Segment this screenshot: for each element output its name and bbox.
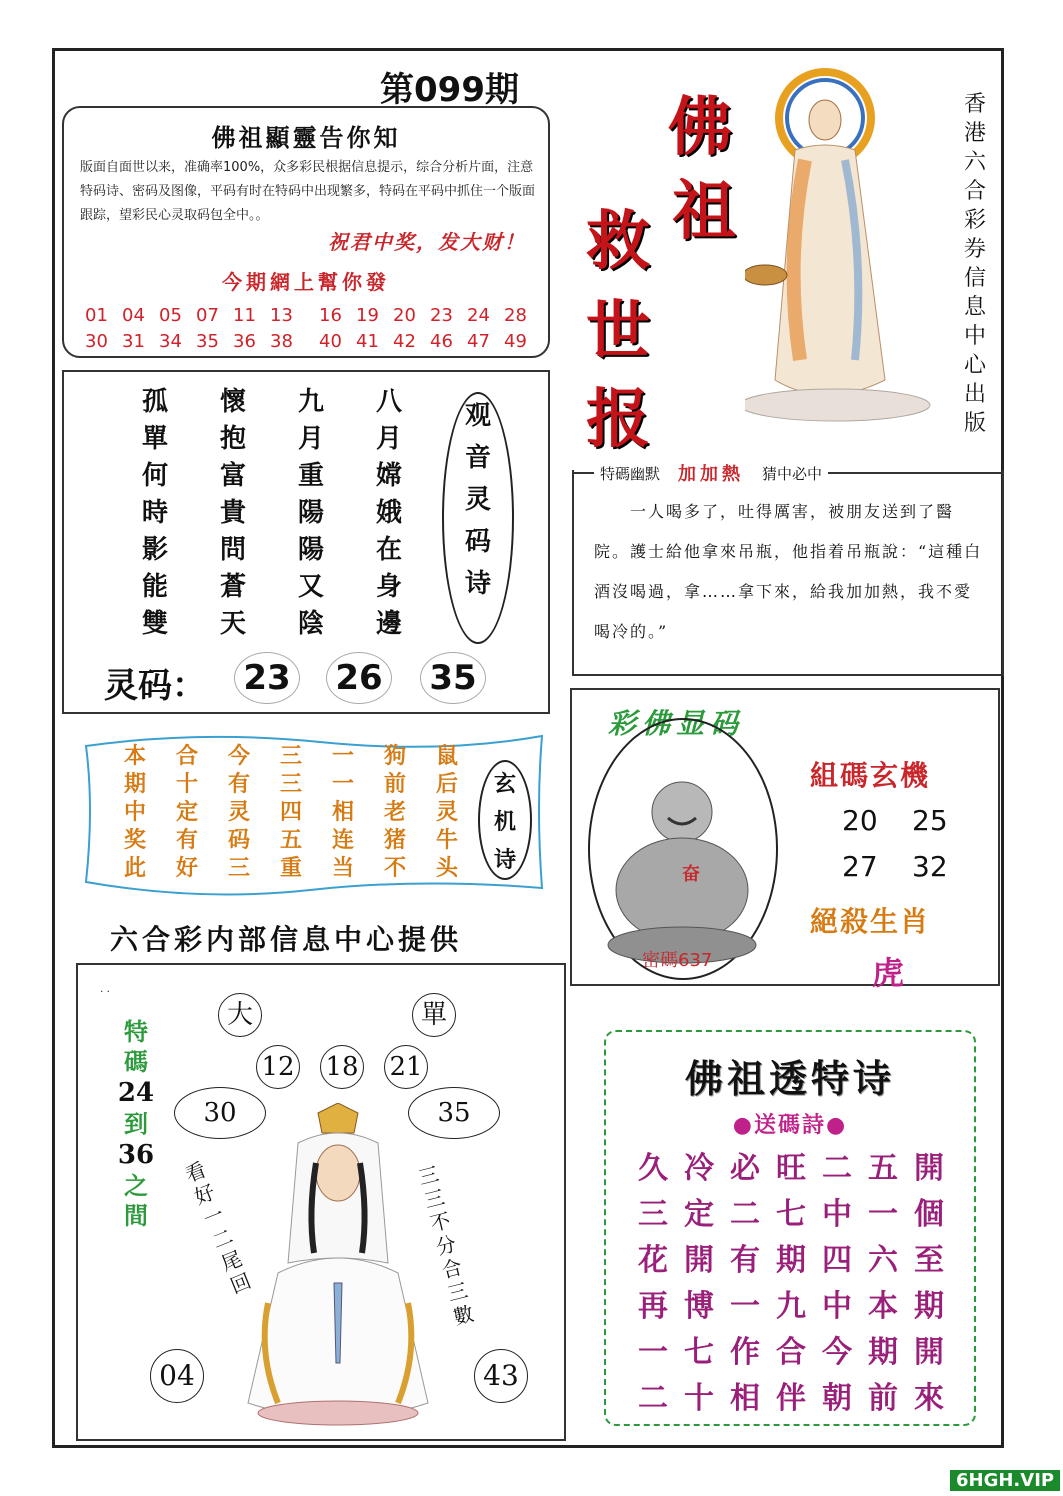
poem2-char: 本 — [868, 1289, 898, 1324]
zuma-number: 25 — [912, 804, 948, 837]
xuanji-char: 定 — [175, 799, 198, 825]
lottery-number: 47 — [467, 331, 490, 352]
poem2-char: 相 — [730, 1381, 760, 1416]
joke-title: 加加熱 — [666, 460, 756, 486]
caption-left: 看好一二尾回 — [181, 1157, 255, 1299]
xuanji-char: 重 — [279, 855, 302, 881]
poem-char: 九 — [297, 387, 324, 417]
poem2-char: 一 — [730, 1289, 760, 1324]
poem-char: 雙 — [141, 609, 168, 639]
poem-char: 單 — [141, 424, 168, 454]
poem2-char: 至 — [914, 1243, 944, 1278]
seated-guanyin-illustration — [238, 1103, 438, 1433]
title-char-5: 报 — [586, 382, 650, 457]
oval-char: 码 — [464, 527, 491, 557]
poem-char: 重 — [297, 461, 324, 491]
xuanji-char: 此 — [123, 855, 146, 881]
poem2-char: 期 — [914, 1289, 944, 1324]
xuanji-column — [328, 742, 358, 882]
poem-char: 邊 — [375, 609, 402, 639]
zuma-number: 32 — [912, 850, 948, 883]
lottery-number: 35 — [196, 331, 219, 352]
lottery-number: 07 — [196, 305, 219, 326]
lottery-number: 19 — [356, 305, 379, 326]
xuanji-char: 好 — [175, 855, 198, 881]
xuanji-char: 三 — [279, 743, 302, 769]
xuanji-column — [224, 742, 254, 882]
special-poem-subtitle: ●送碼詩● — [732, 1112, 848, 1138]
poem-box — [62, 370, 550, 714]
oval-char: 音 — [464, 443, 491, 473]
lottery-number: 05 — [159, 305, 182, 326]
xuanji-char: 相 — [331, 799, 354, 825]
xuanji-char: 一 — [331, 771, 354, 797]
poem2-char: 四 — [822, 1243, 852, 1278]
poem2-char: 再 — [638, 1289, 668, 1324]
poem2-char: 六 — [868, 1243, 898, 1278]
lottery-number: 13 — [270, 305, 293, 326]
xuanji-char: 有 — [227, 771, 250, 797]
oval-char: 观 — [464, 401, 491, 431]
poem2-char: 開 — [914, 1335, 944, 1370]
xuanji-columns — [120, 742, 462, 882]
side-char: 到 — [124, 1109, 148, 1138]
xuanji-char: 前 — [383, 771, 406, 797]
poem2-char: 開 — [914, 1151, 944, 1186]
poem2-char: 開 — [684, 1243, 714, 1278]
xuanji-char: 头 — [435, 855, 458, 881]
poem-char: 抱 — [219, 424, 246, 454]
lottery-number: 41 — [356, 331, 379, 352]
poem-char: 娥 — [375, 498, 402, 528]
buddha-oval — [588, 718, 778, 980]
right-oval-number: 35 — [408, 1087, 500, 1139]
top-number: 21 — [384, 1045, 428, 1089]
laughing-buddha-icon — [590, 720, 776, 978]
poem-char: 八 — [375, 387, 402, 417]
row-gap — [300, 329, 312, 355]
buddha-box — [570, 688, 1000, 992]
title-char-3: 救 — [586, 204, 650, 279]
poem-char: 何 — [141, 461, 168, 491]
poem2-char: 伴 — [776, 1381, 806, 1416]
xuanji-char: 当 — [331, 855, 354, 881]
side-char: 特 — [124, 1017, 148, 1046]
poem2-char: 個 — [914, 1197, 944, 1232]
bottom-left-number: 04 — [150, 1349, 204, 1403]
poem-char: 陰 — [297, 609, 324, 639]
poem-char: 天 — [219, 609, 246, 639]
poem2-char: 中 — [822, 1289, 852, 1324]
lottery-number: 20 — [393, 305, 416, 326]
special-poem-box — [604, 1030, 976, 1426]
da-circle: 大 — [218, 993, 262, 1037]
poem2-char: 合 — [776, 1335, 806, 1370]
zuma-numbers — [842, 798, 982, 890]
poem2-char: 有 — [730, 1243, 760, 1278]
poem2-char: 旺 — [776, 1151, 806, 1186]
number-rows — [78, 303, 540, 355]
xuanji-char: 鼠 — [435, 743, 458, 769]
poem-char: 富 — [219, 461, 246, 491]
side-char: 之 — [124, 1171, 148, 1200]
xuanji-column — [276, 742, 306, 882]
joke-text — [594, 492, 988, 652]
poem-char: 嫦 — [375, 461, 402, 491]
row-gap — [300, 303, 312, 329]
xuanji-char: 本 — [123, 743, 146, 769]
xuanji-char: 三 — [227, 855, 250, 881]
poem2-char: 今 — [822, 1335, 852, 1370]
xuanji-char: 灵 — [435, 799, 458, 825]
dan-circle: 單 — [412, 993, 456, 1037]
poem-char: 陽 — [297, 535, 324, 565]
joke-text-content: 一人喝多了，吐得厲害，被朋友送到了醫院。護士給他拿來吊瓶，他指着吊瓶說：“這種白酒沒喝過，拿……拿下來，給我加加熱，我不愛喝冷的。” — [594, 502, 983, 641]
xuanji-column — [120, 742, 150, 882]
jue-title: 絕殺生肖 — [810, 905, 931, 938]
oval-char: 灵 — [464, 485, 491, 515]
poem-char: 能 — [141, 572, 168, 602]
xuanji-column — [432, 742, 462, 882]
poem2-char: 來 — [914, 1381, 944, 1416]
zuma-number: 20 — [842, 804, 878, 837]
xuanji-char: 今 — [227, 743, 250, 769]
special-poem-grid — [630, 1152, 952, 1416]
lottery-number: 49 — [504, 331, 527, 352]
poem2-char: 期 — [868, 1335, 898, 1370]
xuanji-char: 狗 — [383, 743, 406, 769]
poem2-char: 十 — [684, 1381, 714, 1416]
lingma-code: 26 — [326, 652, 392, 704]
poem-char: 在 — [375, 535, 402, 565]
lottery-number: 34 — [159, 331, 182, 352]
zuma-title: 組碼玄機 — [810, 759, 931, 792]
lottery-number: 42 — [393, 331, 416, 352]
poem-char: 問 — [219, 535, 246, 565]
xuanji-char: 四 — [279, 799, 302, 825]
poem-char: 又 — [297, 572, 324, 602]
lottery-number: 40 — [319, 331, 342, 352]
oval-char: 诗 — [493, 847, 516, 873]
joke-header — [574, 460, 1002, 486]
title-char-1: 佛 — [668, 90, 732, 165]
xuanji-char: 中 — [123, 799, 146, 825]
title-char-4: 世 — [586, 294, 650, 369]
poem-char: 身 — [375, 572, 402, 602]
publisher-vertical: 香港六合彩券信息中心出版 — [963, 92, 986, 436]
poem2-char: 作 — [730, 1335, 760, 1370]
lottery-number: 01 — [85, 305, 108, 326]
special-poem-title: 佛祖透特诗 — [684, 1056, 895, 1101]
xuanji-char: 奖 — [123, 827, 146, 853]
poem2-char: 花 — [638, 1243, 668, 1278]
provider-line: 六合彩内部信息中心提供 — [110, 923, 463, 956]
xuanji-char: 老 — [383, 799, 406, 825]
xuanji-char: 连 — [331, 827, 354, 853]
joke-label-left: 特碼幽默 — [594, 463, 666, 484]
caption-right: 三三不分合三數 — [416, 1161, 477, 1330]
bottom-right-number: 43 — [474, 1349, 528, 1403]
poem-char: 陽 — [297, 498, 324, 528]
lottery-number: 11 — [233, 305, 256, 326]
poem2-char: 定 — [684, 1197, 714, 1232]
xuanji-poem — [80, 728, 546, 898]
lottery-number: 24 — [467, 305, 490, 326]
watermark: 6HGH.VIP — [950, 1470, 1060, 1491]
poem2-char: 前 — [868, 1381, 898, 1416]
xuanji-char: 猪 — [383, 827, 406, 853]
notice-body: 版面自面世以来，准确率100%，众多彩民根据信息提示，综合分析片面，注意特码诗、密码及图像，平码有时在特码中出现繁多，特码在平码中抓住一个版面跟踪，望彩民心灵取码包全中。。 — [80, 160, 536, 223]
jue-zodiac: 虎 — [872, 954, 905, 992]
left-oval-number: 30 — [174, 1087, 266, 1139]
side-char: 24 — [117, 1078, 155, 1108]
joke-box — [572, 464, 1004, 676]
xuanji-char: 灵 — [227, 799, 250, 825]
lingma-label: 灵码： — [104, 666, 206, 706]
special-number-box — [76, 963, 566, 1441]
xuanji-char: 合 — [175, 743, 198, 769]
notice-title: 佛祖顯靈告你知 — [211, 123, 401, 152]
poem-char: 貴 — [219, 498, 246, 528]
poem2-char: 朝 — [822, 1381, 852, 1416]
xuanji-char: 有 — [175, 827, 198, 853]
poem-grid — [116, 388, 428, 639]
dots: . . — [100, 981, 111, 995]
lingma-code: 35 — [420, 652, 486, 704]
xuanji-char: 五 — [279, 827, 302, 853]
poem2-char: 博 — [684, 1289, 714, 1324]
side-char: 間 — [124, 1201, 148, 1230]
title-char-2: 祖 — [672, 174, 736, 249]
buddha-mima: 密碼637 — [642, 950, 713, 971]
poem-char: 懷 — [219, 387, 246, 417]
poem-char: 月 — [375, 424, 402, 454]
top-number: 12 — [256, 1045, 300, 1089]
number-row-1 — [78, 303, 540, 329]
special-side-text — [108, 1017, 164, 1231]
lottery-number: 16 — [319, 305, 342, 326]
lottery-number: 31 — [122, 331, 145, 352]
poem2-char: 中 — [822, 1197, 852, 1232]
poem-char: 蒼 — [219, 572, 246, 602]
lottery-number: 04 — [122, 305, 145, 326]
lottery-number: 30 — [85, 331, 108, 352]
issue-number: 第099期 — [380, 70, 519, 110]
oval-char: 玄 — [493, 771, 516, 797]
poem2-char: 必 — [730, 1151, 760, 1186]
poem-char: 時 — [141, 498, 168, 528]
notice-box — [62, 106, 550, 358]
xuanji-char: 十 — [175, 771, 198, 797]
xuanji-char: 后 — [435, 771, 458, 797]
poem2-char: 七 — [776, 1197, 806, 1232]
xuanji-column — [172, 742, 202, 882]
poem2-char: 冷 — [684, 1151, 714, 1186]
poem2-char: 三 — [638, 1197, 668, 1232]
poem2-char: 二 — [730, 1197, 760, 1232]
lingma-code: 23 — [234, 652, 300, 704]
poem2-char: 久 — [638, 1151, 668, 1186]
xuanji-char: 一 — [331, 743, 354, 769]
poem2-char: 期 — [776, 1243, 806, 1278]
poem2-char: 一 — [638, 1335, 668, 1370]
poem2-char: 二 — [638, 1381, 668, 1416]
number-row-2 — [78, 329, 540, 355]
xuanji-char: 三 — [279, 771, 302, 797]
lottery-number: 23 — [430, 305, 453, 326]
xuanji-char: 不 — [383, 855, 406, 881]
notice-wish: 祝君中奖，发大财！ — [328, 230, 526, 254]
guanyin-illustration — [745, 60, 955, 430]
notice-share: 今期網上幫你發 — [222, 270, 390, 294]
xuanji-char: 牛 — [435, 827, 458, 853]
xuanji-char: 码 — [227, 827, 250, 853]
buddha-arc-title: 彩佛显码 — [608, 707, 745, 740]
side-char: 碼 — [124, 1047, 148, 1076]
lottery-number: 28 — [504, 305, 527, 326]
poem-title-oval — [442, 392, 514, 644]
zuma-number: 27 — [842, 850, 878, 883]
xuanji-char: 期 — [123, 771, 146, 797]
poem2-char: 七 — [684, 1335, 714, 1370]
poem2-char: 九 — [776, 1289, 806, 1324]
lottery-number: 38 — [270, 331, 293, 352]
oval-char: 机 — [493, 809, 516, 835]
poem2-char: 五 — [868, 1151, 898, 1186]
side-char: 36 — [117, 1140, 155, 1170]
poem2-char: 二 — [822, 1151, 852, 1186]
poem-char: 影 — [141, 535, 168, 565]
poem2-char: 一 — [868, 1197, 898, 1232]
oval-char: 诗 — [464, 569, 491, 599]
lottery-number: 46 — [430, 331, 453, 352]
joke-label-right: 猜中必中 — [756, 463, 828, 484]
xuanji-column — [380, 742, 410, 882]
poem-char: 孤 — [141, 387, 168, 417]
xuanji-title-oval — [478, 760, 532, 880]
poem-char: 月 — [297, 424, 324, 454]
lottery-number: 36 — [233, 331, 256, 352]
buddha-char: 奋 — [682, 864, 700, 885]
top-number: 18 — [320, 1045, 364, 1089]
